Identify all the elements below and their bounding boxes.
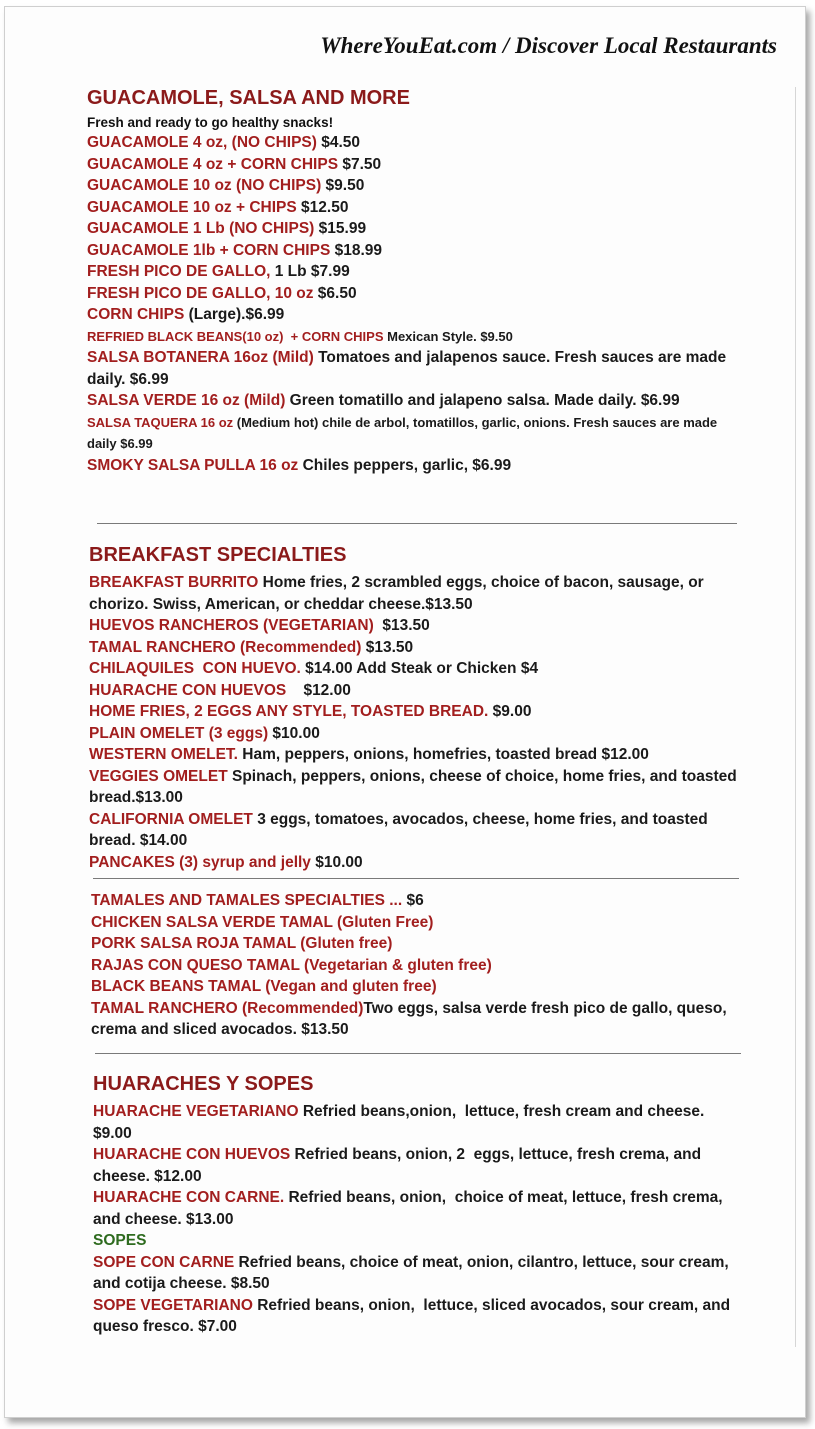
- menu-item: [91, 890, 751, 912]
- menu-item-name: REFRIED BLACK BEANS(10 oz) + CORN CHIPS: [87, 328, 384, 344]
- section-breakfast: [89, 544, 742, 873]
- menu-item-name: RAJAS CON QUESO TAMAL (Vegetarian & gluten free): [91, 956, 492, 974]
- item-list: [91, 890, 751, 1041]
- menu-item: [91, 998, 751, 1041]
- menu-item-name: PANCAKES (3) syrup and jelly: [89, 853, 311, 871]
- menu-item-name: PORK SALSA ROJA TAMAL (Gluten free): [91, 935, 393, 952]
- menu-item: [89, 852, 739, 874]
- menu-item: [87, 304, 732, 326]
- menu-item-description: $18.99: [330, 241, 383, 259]
- menu-item-description: 3 eggs, tomatoes, avocados, cheese, home fries, and toasted bread. $14.00: [89, 810, 713, 849]
- menu-item: [91, 933, 751, 955]
- menu-item-name: GUACAMOLE 1 Lb (NO CHIPS): [87, 220, 315, 237]
- menu-item: [89, 658, 739, 680]
- menu-item: [89, 572, 739, 615]
- menu-item-description: Refried beans, onion, choice of meat, lettuce, fresh crema, and cheese. $13.00: [93, 1189, 727, 1228]
- menu-item-description: Refried beans, onion, 2 eggs, lettuce, fresh crema, and cheese. $12.00: [93, 1146, 706, 1185]
- menu-item: [91, 955, 751, 977]
- menu-item-description: $10.00: [268, 724, 320, 742]
- menu-item-description: $10.00: [310, 853, 363, 871]
- site-header: WhereYouEat.com / Discover Local Restaurants: [320, 33, 777, 58]
- menu-item: [93, 1144, 745, 1187]
- section-title: BREAKFAST SPECIALTIES: [89, 544, 347, 566]
- menu-item-name: HUARACHE CON CARNE.: [93, 1189, 285, 1206]
- menu-item-name: GUACAMOLE 4 oz, (NO CHIPS): [87, 134, 317, 151]
- page-edge-line: [795, 87, 796, 1347]
- menu-item-description: $9.50: [321, 177, 365, 194]
- menu-item-name: SALSA BOTANERA 16oz (Mild): [87, 349, 314, 366]
- menu-item-name: HUARACHE CON HUEVOS: [93, 1146, 291, 1163]
- menu-item-name: SOPE VEGETARIANO: [93, 1296, 253, 1314]
- section-title: HUARACHES Y SOPES: [93, 1073, 314, 1095]
- menu-page: [4, 6, 806, 1418]
- menu-item-name: FRESH PICO DE GALLO,: [87, 263, 271, 280]
- menu-item: [89, 701, 739, 723]
- menu-item: [91, 912, 751, 934]
- menu-item-description: $13.50: [361, 638, 414, 656]
- section-divider: [97, 523, 737, 524]
- menu-item: [93, 1187, 745, 1230]
- menu-item-name: TAMAL RANCHERO (Recommended): [89, 638, 362, 656]
- menu-item-name: CHICKEN SALSA VERDE TAMAL (Gluten Free): [91, 913, 434, 931]
- menu-item: [87, 132, 732, 154]
- menu-item: [87, 455, 732, 477]
- section-divider: [93, 878, 739, 879]
- menu-item-name: GUACAMOLE 10 oz (NO CHIPS): [87, 177, 322, 194]
- menu-item-description: Refried beans, choice of meat, onion, cilantro, lettuce, sour cream, and cotija cheese. $8.50: [93, 1253, 733, 1292]
- menu-item-description: $13.50: [373, 617, 430, 634]
- menu-item: [89, 809, 739, 852]
- menu-item-name: CORN CHIPS: [87, 306, 185, 323]
- menu-item: [89, 723, 739, 745]
- menu-item: [89, 637, 739, 659]
- menu-item: [93, 1295, 745, 1338]
- section-tamales: [91, 890, 751, 1041]
- menu-item: [87, 283, 732, 305]
- menu-item-name: WESTERN OMELET.: [89, 746, 238, 763]
- item-list: [93, 1252, 745, 1338]
- menu-item: [87, 347, 732, 390]
- menu-item-name: SMOKY SALSA PULLA 16 oz: [87, 456, 299, 474]
- menu-item: [93, 1101, 745, 1144]
- menu-item: [89, 766, 742, 809]
- section-divider: [95, 1053, 741, 1054]
- menu-item-name: GUACAMOLE 4 oz + CORN CHIPS: [87, 155, 339, 173]
- menu-item-description: $12.00: [286, 681, 351, 699]
- menu-item-name: TAMAL RANCHERO (Recommended): [91, 999, 364, 1017]
- menu-item-description: $9.00: [488, 703, 532, 720]
- menu-item: [87, 390, 732, 412]
- menu-item: [87, 261, 732, 283]
- menu-item: [87, 175, 732, 197]
- menu-item-name: BREAKFAST BURRITO: [89, 574, 259, 591]
- menu-item-description: $6: [402, 892, 424, 909]
- menu-item-name: HUEVOS RANCHEROS (VEGETARIAN): [89, 617, 374, 634]
- menu-item-description: Refried beans, onion, lettuce, sliced avocados, sour cream, and queso fresco. $7.00: [93, 1296, 735, 1335]
- menu-item-description: Mexican Style. $9.50: [383, 328, 513, 344]
- menu-item: [87, 218, 732, 240]
- menu-item-description: Refried beans,onion, lettuce, fresh cream and cheese. $9.00: [93, 1103, 709, 1142]
- menu-item-name: TAMALES AND TAMALES SPECIALTIES ...: [91, 892, 403, 909]
- sopes-subheading: SOPES: [93, 1232, 147, 1249]
- menu-item-name: SOPE CON CARNE: [93, 1253, 235, 1271]
- menu-item-description: Spinach, peppers, onions, cheese of choice, home fries, and toasted bread.$13.00: [89, 767, 742, 806]
- menu-item-name: HUARACHE VEGETARIANO: [93, 1103, 299, 1120]
- menu-item-name: GUACAMOLE 1lb + CORN CHIPS: [87, 241, 331, 259]
- menu-item-description: $14.00 Add Steak or Chicken $4: [300, 660, 539, 677]
- menu-item: [87, 240, 732, 262]
- menu-item-description: Chiles peppers, garlic, $6.99: [298, 456, 512, 474]
- menu-item-name: CALIFORNIA OMELET: [89, 810, 253, 828]
- menu-item: [89, 744, 739, 766]
- menu-item-description: 1 Lb $7.99: [270, 263, 350, 280]
- menu-item-name: BLACK BEANS TAMAL (Vegan and gluten free): [91, 978, 437, 995]
- menu-item-name: CHILAQUILES CON HUEVO.: [89, 660, 301, 677]
- menu-item-name: HUARACHE CON HUEVOS: [89, 681, 287, 699]
- menu-item-name: GUACAMOLE 10 oz + CHIPS: [87, 198, 297, 216]
- item-list: [89, 572, 742, 873]
- menu-item-name: SALSA TAQUERA 16 oz: [87, 414, 234, 430]
- menu-item-description: $6.50: [313, 284, 357, 302]
- menu-item: [93, 1252, 745, 1295]
- item-list: [87, 132, 732, 476]
- section-intro: Fresh and ready to go healthy snacks!: [87, 115, 334, 130]
- menu-item: [87, 326, 732, 348]
- menu-item: [87, 197, 732, 219]
- section-huaraches: [93, 1073, 745, 1338]
- menu-item-description: $4.50: [316, 134, 361, 151]
- menu-item-description: Ham, peppers, onions, homefries, toasted bread $12.00: [237, 746, 649, 763]
- menu-item-description: Home fries, 2 scrambled eggs, choice of bacon, sausage, or chorizo. Swiss, American, or cheddar cheese.$13.50: [89, 574, 709, 613]
- menu-item-name: VEGGIES OMELET: [89, 767, 228, 785]
- section-guacamole: [87, 87, 732, 476]
- menu-item-name: SALSA VERDE 16 oz (Mild): [87, 392, 286, 409]
- section-title: GUACAMOLE, SALSA AND MORE: [87, 87, 410, 109]
- menu-item: [89, 680, 739, 702]
- menu-item: [87, 154, 732, 176]
- menu-item: [91, 976, 751, 998]
- menu-item: [87, 412, 732, 455]
- menu-item-description: $12.50: [296, 198, 349, 216]
- menu-item-description: Tomatoes and jalapenos sauce. Fresh sauces are made daily. $6.99: [87, 349, 731, 388]
- menu-item-name: HOME FRIES, 2 EGGS ANY STYLE, TOASTED BREAD.: [89, 703, 489, 720]
- menu-item-description: (Medium hot) chile de arbol, tomatillos, garlic, onions. Fresh sauces are made daily $6.99: [87, 414, 721, 451]
- item-list: [93, 1101, 745, 1230]
- menu-item-name: FRESH PICO DE GALLO, 10 oz: [87, 284, 314, 302]
- menu-item-description: (Large).$6.99: [184, 306, 285, 323]
- menu-item-description: Two eggs, salsa verde fresh pico de gallo, queso, crema and sliced avocados. $13.50: [91, 999, 731, 1038]
- menu-item-description: $7.50: [338, 155, 382, 173]
- menu-item-description: $15.99: [314, 220, 367, 237]
- menu-item: [89, 615, 739, 637]
- menu-item-name: PLAIN OMELET (3 eggs): [89, 724, 269, 742]
- menu-item-description: Green tomatillo and jalapeno salsa. Made daily. $6.99: [285, 392, 680, 409]
